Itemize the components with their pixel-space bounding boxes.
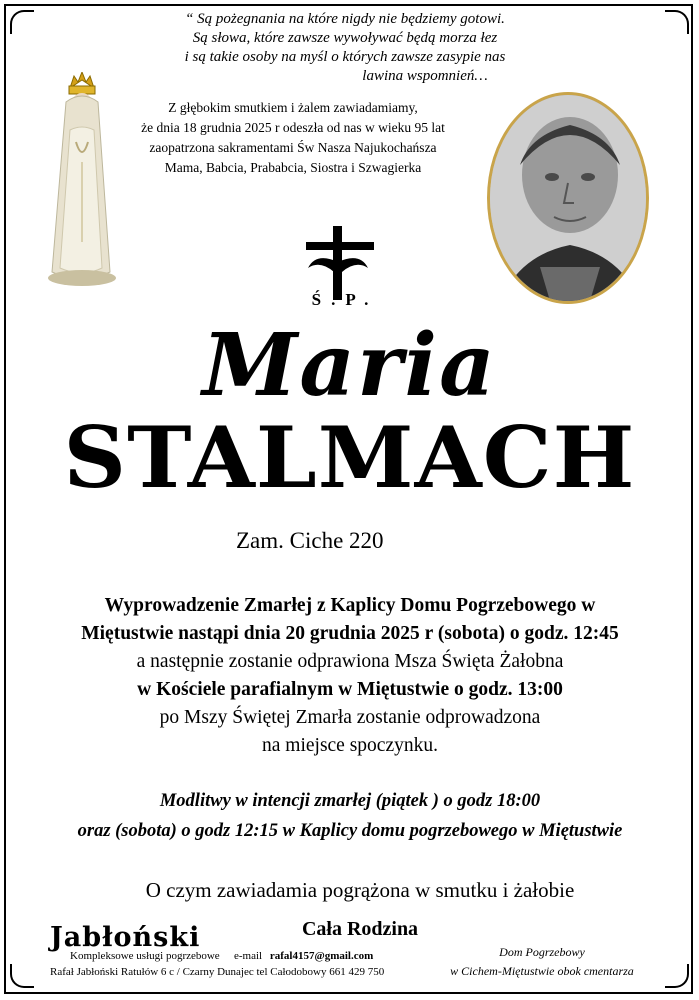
- quote-line: i są takie osoby na myśl o których zawsze zasypie nas: [184, 49, 506, 65]
- quote-line: Są słowa, które zawsze wywoływać będą morza łez: [192, 30, 498, 46]
- residence-address: Zam. Ciche 220: [236, 528, 384, 553]
- funeral-home-line: w Cichem-Miętustwie obok cmentarza: [450, 964, 634, 978]
- email-address: rafal4157@gmail.com: [269, 950, 374, 962]
- details-line: po Mszy Świętej Zmarła zostanie odprowadzona: [159, 707, 541, 728]
- details-line: Wyprowadzenie Zmarłej z Kaplicy Domu Pogrzebowego w: [104, 595, 596, 616]
- intro-line: Z głębokim smutkiem i żalem zawiadamiamy,: [168, 100, 418, 115]
- prayer-line: oraz (sobota) o godz 12:15 w Kaplicy domu pogrzebowego w Miętustwie: [77, 821, 623, 841]
- madonna-statue-image: [36, 72, 126, 294]
- opening-quote: [110, 10, 580, 86]
- company-email: [234, 950, 373, 962]
- company-services: Kompleksowe usługi pogrzebowe: [70, 950, 220, 962]
- quote-line: lawina wspomnień…: [362, 68, 488, 84]
- intro-line: że dnia 18 grudnia 2025 r odeszła od nas w wieku 95 lat: [141, 120, 445, 135]
- details-line: Miętustwie nastąpi dnia 20 grudnia 2025 r (sobota) o godz. 12:45: [81, 623, 619, 644]
- company-logo-name: Jabłoński: [50, 922, 201, 953]
- prayer-line: Modlitwy w intencji zmarłej (piątek ) o godz 18:00: [159, 791, 541, 811]
- intro-line: zaopatrzona sakramentami Św Nasza Najukochańsza: [149, 140, 437, 155]
- details-line: na miejsce spoczynku.: [262, 735, 438, 756]
- intro-line: Mama, Babcia, Prababcia, Siostra i Szwagierka: [164, 160, 422, 175]
- prayer-schedule: [20, 786, 680, 846]
- funeral-details: [40, 592, 660, 760]
- announcement-text: [128, 98, 458, 178]
- closing-text: O czym zawiadamia pogrążona w smutku i żałobie: [145, 878, 575, 902]
- deceased-portrait-photo: [487, 92, 649, 304]
- deceased-last-name: STALMACH: [63, 408, 636, 507]
- details-line: w Kościele parafialnym w Miętustwie o godz. 13:00: [137, 679, 563, 700]
- funeral-home-info: [432, 943, 652, 981]
- email-label: e-mail: [234, 950, 263, 962]
- sp-label: Ś.P.: [311, 290, 379, 309]
- deceased-first-name: Maria: [202, 315, 497, 416]
- portrait-image: [490, 95, 646, 301]
- details-line: a następnie zostanie odprawiona Msza Święta Żałobna: [136, 651, 564, 672]
- family-signature: Cała Rodzina: [301, 918, 419, 940]
- corner-ornament: [10, 10, 34, 34]
- quote-line: “ Są pożegnania na które nigdy nie będziemy gotowi.: [185, 11, 505, 27]
- funeral-home-line: Dom Pogrzebowy: [499, 945, 585, 959]
- company-address: Rafał Jabłoński Ratułów 6 c / Czarny Dunajec tel Całodobowy 661 429 750: [50, 966, 385, 978]
